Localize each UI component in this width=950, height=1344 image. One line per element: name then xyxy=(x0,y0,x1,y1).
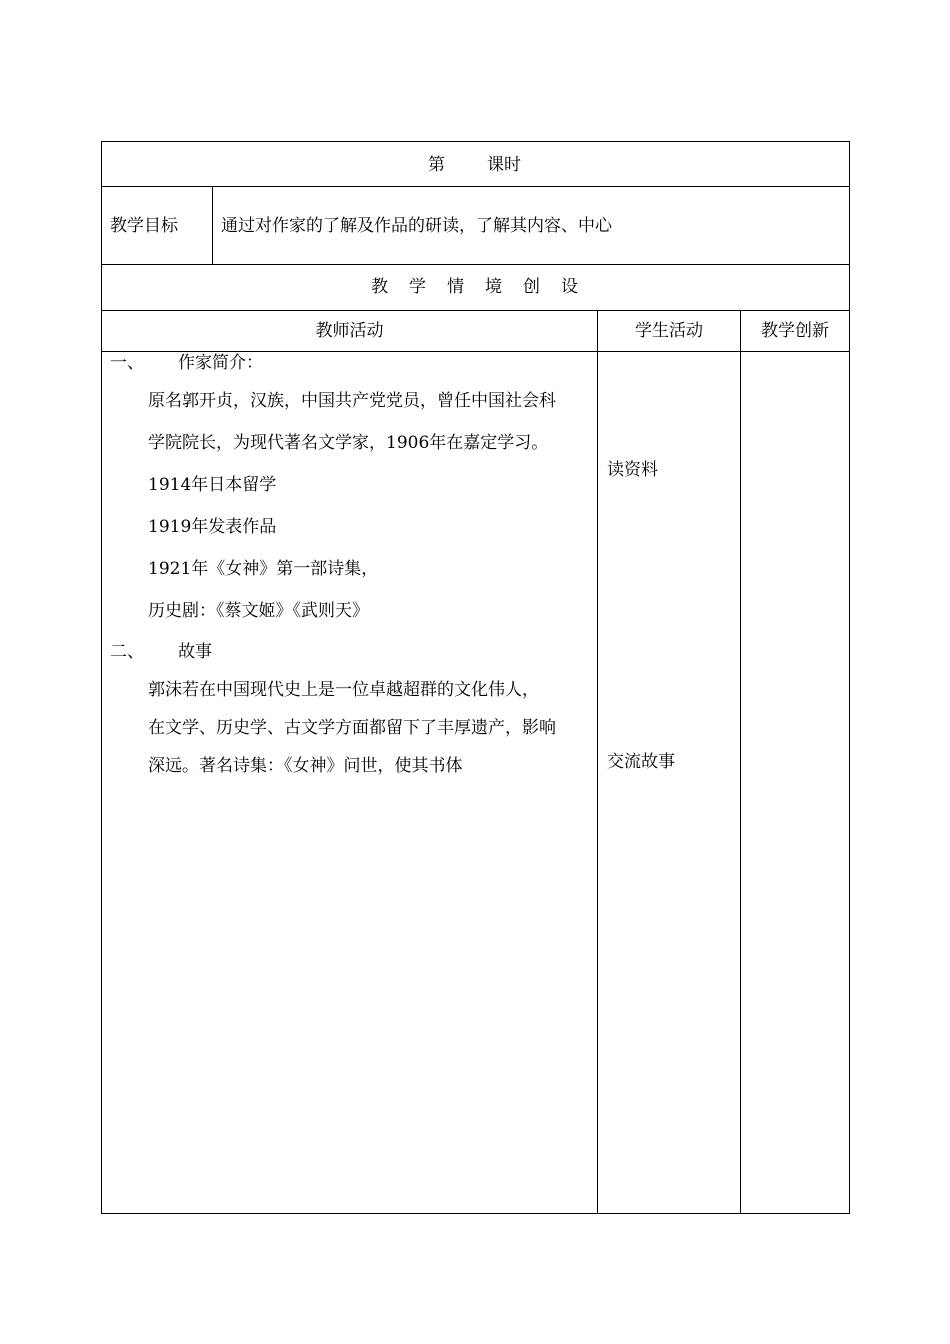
student-activity-read: 读资料 xyxy=(607,460,658,480)
scenario-char: 境 xyxy=(485,277,502,297)
section2-title: 故事 xyxy=(178,642,212,662)
column-header-student: 学生活动 xyxy=(635,321,703,341)
lesson-number-label xyxy=(428,154,445,176)
section1-title: 作家简介： xyxy=(178,353,263,373)
lesson-plan-table xyxy=(101,141,850,1214)
column-header-innovation: 教学创新 xyxy=(761,321,829,341)
section1-line: 1921年《女神》第一部诗集， xyxy=(148,559,379,579)
section1-line: 1914年日本留学 xyxy=(148,475,277,495)
row-divider xyxy=(101,186,850,187)
scenario-char: 创 xyxy=(523,277,540,297)
scenario-char: 学 xyxy=(409,277,426,297)
row-divider xyxy=(101,310,850,311)
scenario-char: 教 xyxy=(371,277,388,297)
student-activity-story: 交流故事 xyxy=(607,752,675,772)
column-header-teacher: 教师活动 xyxy=(315,321,384,341)
lesson-suffix: 课时 xyxy=(487,155,521,175)
section2-line: 深远。著名诗集：《女神》问世，使其书体 xyxy=(148,756,463,776)
section1-line: 学院院长，为现代著名文学家，1906年在嘉定学习。 xyxy=(148,433,549,453)
lesson-period-label xyxy=(487,154,521,176)
objective-text: 通过对作家的了解及作品的研读，了解其内容、中心 xyxy=(221,216,612,236)
scenario-char: 情 xyxy=(447,277,464,297)
section1-line: 历史剧：《蔡文姬》《武则天》 xyxy=(148,601,369,621)
section2-line: 在文学、历史学、古文学方面都留下了丰厚遗产，影响 xyxy=(148,718,556,738)
scenario-char: 设 xyxy=(561,277,578,297)
objective-label-divider xyxy=(212,186,213,265)
section1-number: 一、 xyxy=(110,353,144,373)
section1-line: 原名郭开贞，汉族，中国共产党党员，曾任中国社会科 xyxy=(148,391,556,411)
section2-number: 二、 xyxy=(110,642,144,662)
column-divider-student-innovation xyxy=(740,310,741,1214)
objective-label: 教学目标 xyxy=(110,216,178,236)
section2-line: 郭沫若在中国现代史上是一位卓越超群的文化伟人， xyxy=(148,680,539,700)
row-divider xyxy=(101,264,850,265)
column-divider-teacher-student xyxy=(597,310,598,1214)
lesson-prefix: 第 xyxy=(428,155,445,175)
section1-line: 1919年发表作品 xyxy=(148,517,277,537)
